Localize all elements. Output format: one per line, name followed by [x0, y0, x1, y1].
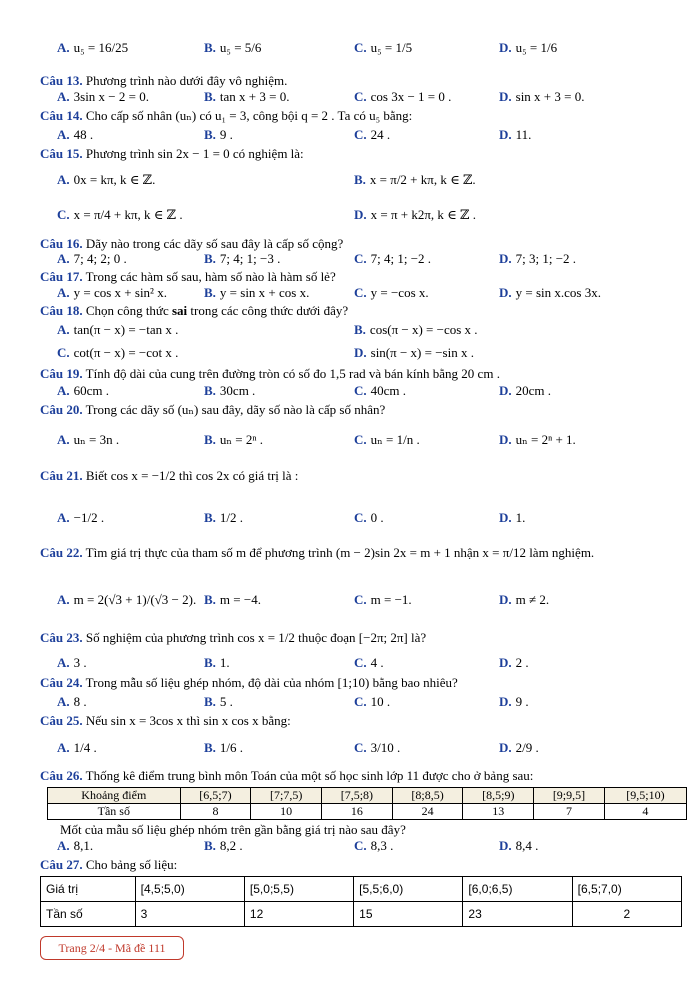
- q13-option-b: B. tan x + 3 = 0.: [204, 89, 290, 104]
- table-header-cell: Khoảng điểm: [48, 788, 181, 804]
- q24-option-b: B. 5 .: [204, 694, 233, 709]
- table-cell: [7,5;8): [322, 788, 393, 804]
- table-cell: [6,5;7): [180, 788, 251, 804]
- q25-option-d: D. 2/9 .: [499, 740, 539, 755]
- q12-a-text: u₅ = 16/25: [73, 40, 129, 55]
- q22-option-c: C. m = −1.: [354, 592, 412, 607]
- q17-option-a: A. y = cos x + sin² x.: [57, 285, 167, 300]
- q20-options: [40, 432, 680, 452]
- table-cell: [5,0;5,5): [244, 877, 353, 902]
- table-cell: [6,5;7,0): [572, 877, 681, 902]
- q23-option-d: D. 2 .: [499, 655, 529, 670]
- q15-option-a: A. 0x = kπ, k ∈ ℤ.: [57, 172, 156, 187]
- q14-options: [40, 127, 680, 147]
- q13-option-d: D. sin x + 3 = 0.: [499, 89, 585, 104]
- q25-option-a: A. 1/4 .: [57, 740, 97, 755]
- q26-option-c: C. 8,3 .: [354, 838, 394, 853]
- q19-options: [40, 383, 680, 403]
- q14-stem: Câu 14. Cho cấp số nhân (uₙ) có u₁ = 3, công bội q = 2 . Ta có u₅ bằng:: [40, 108, 413, 123]
- q16-stem: Câu 16. Dãy nào trong các dãy số sau đây là cấp số cộng?: [40, 236, 344, 251]
- q14-option-d: D. 11.: [499, 127, 532, 142]
- table-cell: 16: [322, 804, 393, 820]
- q15-stem: Câu 15. Phương trình sin 2x − 1 = 0 có nghiệm là:: [40, 146, 304, 161]
- q17-options: [40, 285, 680, 305]
- q27-data-table: [40, 876, 682, 927]
- table-row: [48, 804, 687, 820]
- q13-option-c: C. cos 3x − 1 = 0 .: [354, 89, 452, 104]
- q21-option-b: B. 1/2 .: [204, 510, 244, 525]
- q12-option-d: D. u₅ = 1/6: [499, 40, 558, 55]
- q19-stem: Câu 19. Tính độ dài của cung trên đường tròn có số đo 1,5 rad và bán kính bằng 20 cm .: [40, 366, 500, 381]
- q24-stem: Câu 24. Trong mẫu số liệu ghép nhóm, độ dài của nhóm [1;10) bằng bao nhiêu?: [40, 675, 458, 690]
- table-row: [41, 902, 682, 927]
- table-cell: [7;7,5): [251, 788, 322, 804]
- table-cell: 2: [572, 902, 681, 927]
- q18-bold-word: sai: [172, 303, 188, 318]
- q21-stem: Câu 21. Biết cos x = −1/2 thì cos 2x có giá trị là :: [40, 468, 299, 483]
- table-header-cell: Tần số: [41, 902, 136, 927]
- q19-option-a: A. 60cm .: [57, 383, 110, 398]
- q20-option-d: D. uₙ = 2ⁿ + 1.: [499, 432, 576, 447]
- table-cell: 3: [135, 902, 244, 927]
- q16-option-b: B. 7; 4; 1; −3 .: [204, 251, 281, 266]
- q22-options: [40, 592, 680, 612]
- q21-option-a: A. −1/2 .: [57, 510, 105, 525]
- q14-option-c: C. 24 .: [354, 127, 391, 142]
- q27-stem: Câu 27. Cho bảng số liệu:: [40, 857, 178, 872]
- q25-option-c: C. 3/10 .: [354, 740, 401, 755]
- q26-option-b: B. 8,2 .: [204, 838, 243, 853]
- q18-options-ab: [40, 322, 680, 342]
- q25-stem: Câu 25. Nếu sin x = 3cos x thì sin x cos x bằng:: [40, 713, 291, 728]
- q22-option-b: B. m = −4.: [204, 592, 261, 607]
- table-cell: 24: [392, 804, 463, 820]
- q12-d-text: u₅ = 1/6: [515, 40, 558, 55]
- table-cell: 4: [604, 804, 686, 820]
- table-cell: [4,5;5,0): [135, 877, 244, 902]
- table-cell: 23: [463, 902, 572, 927]
- q21-option-c: C. 0 .: [354, 510, 384, 525]
- q18-options-cd: [40, 345, 680, 365]
- q16-option-d: D. 7; 3; 1; −2 .: [499, 251, 577, 266]
- q16-option-c: C. 7; 4; 1; −2 .: [354, 251, 432, 266]
- q18-stem: Câu 18. Chọn công thức sai trong các công thức dưới đây?: [40, 303, 349, 318]
- q20-option-b: B. uₙ = 2ⁿ .: [204, 432, 263, 447]
- q19-option-c: C. 40cm .: [354, 383, 407, 398]
- table-cell: 15: [354, 902, 463, 927]
- table-header-cell: Giá trị: [41, 877, 136, 902]
- q26-options: [40, 838, 680, 858]
- q18-option-c: C. cot(π − x) = −cot x .: [57, 345, 179, 360]
- table-cell: [6,0;6,5): [463, 877, 572, 902]
- q26-option-a: A. 8,1.: [57, 838, 94, 853]
- table-row: [48, 788, 687, 804]
- table-cell: [8;8,5): [392, 788, 463, 804]
- q17-option-c: C. y = −cos x.: [354, 285, 429, 300]
- table-cell: 10: [251, 804, 322, 820]
- q16-options: [40, 251, 680, 271]
- q18-option-d: D. sin(π − x) = −sin x .: [354, 345, 474, 360]
- q23-options: [40, 655, 680, 675]
- q19-option-b: B. 30cm .: [204, 383, 256, 398]
- table-cell: 7: [534, 804, 605, 820]
- q13-text: Phương trình nào dưới đây vô nghiệm.: [85, 73, 288, 88]
- q20-stem: Câu 20. Trong các dãy số (uₙ) sau đây, dãy số nào là cấp số nhân?: [40, 402, 386, 417]
- q23-stem: Câu 23. Số nghiệm của phương trình cos x = 1/2 thuộc đoạn [−2π; 2π] là?: [40, 630, 427, 645]
- table-cell: 12: [244, 902, 353, 927]
- q26-question: Mốt của mẫu số liệu ghép nhóm trên gần bằng giá trị nào sau đây?: [60, 822, 406, 837]
- q23-option-a: A. 3 .: [57, 655, 87, 670]
- q26-frequency-table: [47, 787, 687, 820]
- q12-option-b: B. u₅ = 5/6: [204, 40, 262, 55]
- q26-option-d: D. 8,4 .: [499, 838, 539, 853]
- q26-stem: Câu 26. Thống kê điểm trung bình môn Toán của một số học sinh lớp 11 được cho ở bảng sau:: [40, 768, 534, 783]
- q23-option-b: B. 1.: [204, 655, 230, 670]
- q15-options-ab: [40, 172, 680, 192]
- page-footer: Trang 2/4 - Mã đề 111: [40, 936, 184, 960]
- q18-option-b: B. cos(π − x) = −cos x .: [354, 322, 478, 337]
- q21-options: [40, 510, 680, 530]
- q24-option-d: D. 9 .: [499, 694, 529, 709]
- q20-option-c: C. uₙ = 1/n .: [354, 432, 420, 447]
- q14-option-b: B. 9 .: [204, 127, 233, 142]
- table-cell: [8,5;9): [463, 788, 534, 804]
- q25-option-b: B. 1/6 .: [204, 740, 244, 755]
- q15-option-d: D. x = π + k2π, k ∈ ℤ .: [354, 207, 477, 222]
- q12-option-a: A. u₅ = 16/25: [57, 40, 129, 55]
- table-cell: 8: [180, 804, 251, 820]
- q12-option-c: C. u₅ = 1/5: [354, 40, 413, 55]
- q22-option-a: A. m = 2(√3 + 1)/(√3 − 2).: [57, 592, 197, 607]
- q19-option-d: D. 20cm .: [499, 383, 552, 398]
- q12-b-text: u₅ = 5/6: [219, 40, 262, 55]
- q14-option-a: A. 48 .: [57, 127, 94, 142]
- table-cell: 13: [463, 804, 534, 820]
- table-cell: [9;9,5]: [534, 788, 605, 804]
- table-cell: [9,5;10): [604, 788, 686, 804]
- table-header-cell: Tần số: [48, 804, 181, 820]
- q20-option-a: A. uₙ = 3n .: [57, 432, 120, 447]
- q21-option-d: D. 1.: [499, 510, 526, 525]
- q22-option-d: D. m ≠ 2.: [499, 592, 550, 607]
- q13-stem: Câu 13. Phương trình nào dưới đây vô nghiệm.: [40, 73, 288, 88]
- q24-option-a: A. 8 .: [57, 694, 87, 709]
- q17-option-b: B. y = sin x + cos x.: [204, 285, 310, 300]
- q12-options: [40, 38, 680, 68]
- q17-option-d: D. y = sin x.cos 3x.: [499, 285, 601, 300]
- q15-option-c: C. x = π/4 + kπ, k ∈ ℤ .: [57, 207, 183, 222]
- q23-option-c: C. 4 .: [354, 655, 384, 670]
- q15-options-cd: [40, 207, 680, 227]
- q24-options: [40, 694, 680, 714]
- q13-option-a: A. 3sin x − 2 = 0.: [57, 89, 149, 104]
- q16-option-a: A. 7; 4; 2; 0 .: [57, 251, 127, 266]
- q13-options: [40, 89, 680, 109]
- q25-options: [40, 740, 680, 760]
- q22-stem: Câu 22. Tìm giá trị thực của tham số m để phương trình (m − 2)sin 2x = m + 1 nhận x = π/12 làm nghiệm.: [40, 545, 595, 560]
- table-cell: [5,5;6,0): [354, 877, 463, 902]
- q17-stem: Câu 17. Trong các hàm số sau, hàm số nào là hàm số lẻ?: [40, 269, 336, 284]
- q18-option-a: A. tan(π − x) = −tan x .: [57, 322, 179, 337]
- table-row: [41, 877, 682, 902]
- q24-option-c: C. 10 .: [354, 694, 391, 709]
- q12-c-text: u₅ = 1/5: [370, 40, 413, 55]
- q15-option-b: B. x = π/2 + kπ, k ∈ ℤ.: [354, 172, 476, 187]
